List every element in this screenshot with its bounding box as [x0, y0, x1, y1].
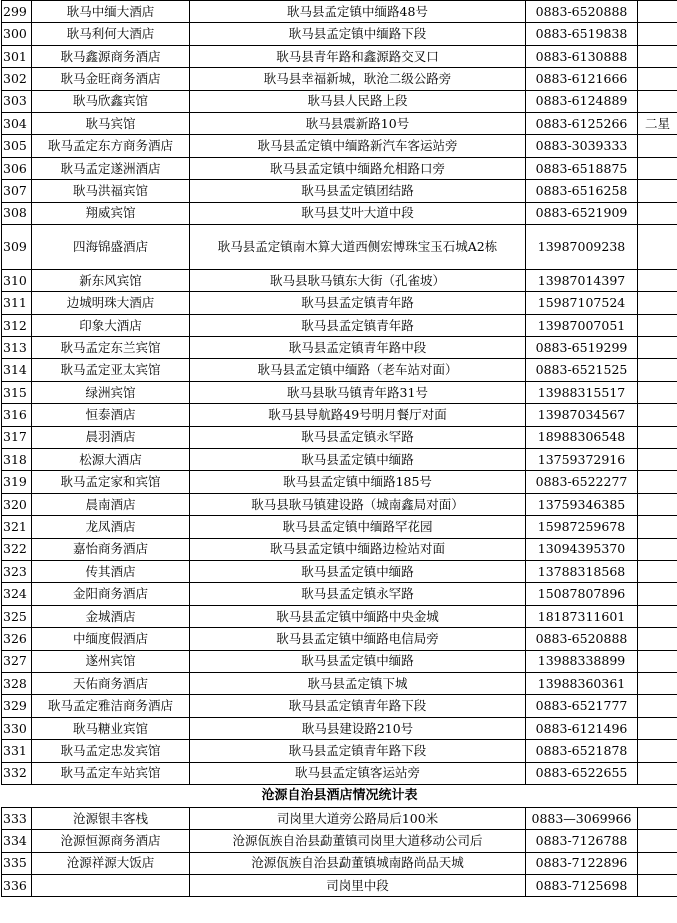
row-number: 335: [2, 852, 32, 874]
table-row: [2, 112, 677, 134]
hotel-star-rating: [638, 68, 677, 90]
table-row: [2, 90, 677, 112]
hotel-star-rating: [638, 359, 677, 381]
hotel-address: 耿马县孟定镇永罕路: [190, 426, 526, 448]
row-number: 315: [2, 381, 32, 403]
hotel-name: 绿洲宾馆: [32, 381, 190, 403]
row-number: 309: [2, 224, 32, 269]
hotel-address: 耿马县孟定镇中缅路新汽车客运站旁: [190, 135, 526, 157]
hotel-phone: 0883-6522277: [526, 471, 638, 493]
row-number: 300: [2, 23, 32, 45]
row-number: 303: [2, 90, 32, 112]
hotel-phone: 13094395370: [526, 538, 638, 560]
hotel-phone: 13988315517: [526, 381, 638, 403]
hotel-address: 耿马县青年路和鑫源路交叉口: [190, 45, 526, 67]
table-row: [2, 560, 677, 582]
hotel-phone: 0883-6522655: [526, 762, 638, 784]
hotel-phone: 15987259678: [526, 516, 638, 538]
hotel-name: 耿马孟定东方商务酒店: [32, 135, 190, 157]
table-row: [2, 650, 677, 672]
row-number: 299: [2, 1, 32, 23]
hotel-address: 耿马县孟定镇下城: [190, 672, 526, 694]
row-number: 326: [2, 628, 32, 650]
hotel-name: 沧源银丰客栈: [32, 807, 190, 829]
hotel-name: 耿马孟定车站宾馆: [32, 762, 190, 784]
hotel-name: 龙凤酒店: [32, 516, 190, 538]
hotel-phone: 0883-7122896: [526, 852, 638, 874]
hotel-star-rating: [638, 493, 677, 515]
table-row: [2, 224, 677, 269]
hotel-phone: 0883-6130888: [526, 45, 638, 67]
hotel-star-rating: [638, 135, 677, 157]
hotel-address: 沧源佤族自治县勐董镇城南路尚品天城: [190, 852, 526, 874]
hotel-star-rating: [638, 650, 677, 672]
hotel-star-rating: [638, 516, 677, 538]
hotel-address: 耿马县孟定镇青年路: [190, 292, 526, 314]
row-number: 336: [2, 875, 32, 897]
hotel-address: 耿马县导航路49号明月餐厅对面: [190, 404, 526, 426]
table-row: [2, 717, 677, 739]
hotel-star-rating: [638, 202, 677, 224]
hotel-star-rating: [638, 672, 677, 694]
table-row: [2, 337, 677, 359]
hotel-name: 四海锦盛酒店: [32, 224, 190, 269]
hotel-table-body-cangyuan: [2, 807, 677, 897]
table-row: [2, 471, 677, 493]
hotel-star-rating: [638, 583, 677, 605]
hotel-name: 沧源祥源大饭店: [32, 852, 190, 874]
hotel-name: 传其酒店: [32, 560, 190, 582]
row-number: 332: [2, 762, 32, 784]
hotel-address: 司岗里大道旁公路局后100米: [190, 807, 526, 829]
hotel-phone: 0883-6121666: [526, 68, 638, 90]
hotel-phone: 0883-6521878: [526, 740, 638, 762]
hotel-name: 耿马孟定家和宾馆: [32, 471, 190, 493]
table-row: [2, 426, 677, 448]
hotel-name: 新东风宾馆: [32, 269, 190, 291]
row-number: 304: [2, 112, 32, 134]
hotel-address: 耿马县建设路210号: [190, 717, 526, 739]
row-number: 323: [2, 560, 32, 582]
hotel-star-rating: [638, 314, 677, 336]
row-number: 312: [2, 314, 32, 336]
hotel-phone: 18187311601: [526, 605, 638, 627]
table-row: [2, 538, 677, 560]
row-number: 333: [2, 807, 32, 829]
hotel-star-rating: [638, 695, 677, 717]
hotel-address: 耿马县孟定镇青年路下段: [190, 695, 526, 717]
table-row: [2, 583, 677, 605]
hotel-star-rating: [638, 381, 677, 403]
hotel-phone: 15987107524: [526, 292, 638, 314]
table-row: [2, 157, 677, 179]
hotel-phone: 0883-6516258: [526, 180, 638, 202]
hotel-address: 耿马县孟定镇中缅路: [190, 650, 526, 672]
table-row: [2, 135, 677, 157]
hotel-name: 耿马鑫源商务酒店: [32, 45, 190, 67]
hotel-name: 耿马孟定亚太宾馆: [32, 359, 190, 381]
table-row: [2, 45, 677, 67]
hotel-star-rating: 二星: [638, 112, 677, 134]
hotel-star-rating: [638, 45, 677, 67]
table-row: [2, 449, 677, 471]
hotel-phone: 13759372916: [526, 449, 638, 471]
table-row: [2, 359, 677, 381]
hotel-phone: 0883-6519838: [526, 23, 638, 45]
row-number: 322: [2, 538, 32, 560]
table-row: [2, 269, 677, 291]
hotel-name: [32, 875, 190, 897]
row-number: 325: [2, 605, 32, 627]
hotel-name: 翔威宾馆: [32, 202, 190, 224]
hotel-phone: 0883-6518875: [526, 157, 638, 179]
hotel-name: 天佑商务酒店: [32, 672, 190, 694]
hotel-phone: 0883-6520888: [526, 1, 638, 23]
table-row: [2, 493, 677, 515]
hotel-phone: 0883-6521525: [526, 359, 638, 381]
row-number: 317: [2, 426, 32, 448]
hotel-star-rating: [638, 628, 677, 650]
table-row: [2, 381, 677, 403]
table-row: [2, 852, 677, 874]
hotel-star-rating: [638, 90, 677, 112]
hotel-address: 耿马县震新路10号: [190, 112, 526, 134]
table-row: [2, 1, 677, 23]
hotel-star-rating: [638, 717, 677, 739]
hotel-phone: 13987009238: [526, 224, 638, 269]
hotel-address: 耿马县孟定镇中缅路罕花园: [190, 516, 526, 538]
table-row: [2, 516, 677, 538]
table-row: [2, 672, 677, 694]
hotel-address: 耿马县艾叶大道中段: [190, 202, 526, 224]
hotel-phone: 13987014397: [526, 269, 638, 291]
hotel-star-rating: [638, 762, 677, 784]
hotel-address: 耿马县孟定镇中缅路下段: [190, 23, 526, 45]
hotel-phone: 0883-6521777: [526, 695, 638, 717]
hotel-address: 耿马县孟定镇中缅路（老车站对面）: [190, 359, 526, 381]
hotel-phone: 0883-3039333: [526, 135, 638, 157]
hotel-star-rating: [638, 449, 677, 471]
row-number: 334: [2, 830, 32, 852]
hotel-name: 耿马金旺商务酒店: [32, 68, 190, 90]
hotel-star-rating: [638, 157, 677, 179]
row-number: 330: [2, 717, 32, 739]
hotel-name: 耿马洪福宾馆: [32, 180, 190, 202]
hotel-star-rating: [638, 224, 677, 269]
hotel-address: 耿马县孟定镇中缅路48号: [190, 1, 526, 23]
table-row: [2, 628, 677, 650]
hotel-name: 恒泰酒店: [32, 404, 190, 426]
hotel-name: 边城明珠大酒店: [32, 292, 190, 314]
hotel-name: 遂州宾馆: [32, 650, 190, 672]
hotel-table: [1, 0, 677, 897]
hotel-name: 耿马孟定东兰宾馆: [32, 337, 190, 359]
row-number: 310: [2, 269, 32, 291]
row-number: 308: [2, 202, 32, 224]
row-number: 305: [2, 135, 32, 157]
table-row: [2, 695, 677, 717]
hotel-address: 耿马县孟定镇青年路下段: [190, 740, 526, 762]
hotel-address: 耿马县孟定镇中缅路电信局旁: [190, 628, 526, 650]
section-header: [2, 784, 677, 807]
hotel-star-rating: [638, 404, 677, 426]
hotel-address: 耿马县孟定镇中缅路中央金城: [190, 605, 526, 627]
hotel-phone: 13759346385: [526, 493, 638, 515]
hotel-phone: 0883-6521909: [526, 202, 638, 224]
hotel-star-rating: [638, 538, 677, 560]
table-row: [2, 605, 677, 627]
table-row: [2, 830, 677, 852]
section-title-row: [2, 784, 677, 807]
hotel-phone: 0883-6121496: [526, 717, 638, 739]
row-number: 316: [2, 404, 32, 426]
row-number: 328: [2, 672, 32, 694]
hotel-phone: 0883—3069966: [526, 807, 638, 829]
hotel-star-rating: [638, 180, 677, 202]
row-number: 321: [2, 516, 32, 538]
row-number: 320: [2, 493, 32, 515]
hotel-name: 耿马孟定雅洁商务酒店: [32, 695, 190, 717]
hotel-name: 耿马孟定忠发宾馆: [32, 740, 190, 762]
hotel-name: 金城酒店: [32, 605, 190, 627]
hotel-address: 耿马县孟定镇团结路: [190, 180, 526, 202]
hotel-name: 耿马孟定遂洲酒店: [32, 157, 190, 179]
hotel-address: 耿马县孟定镇青年路: [190, 314, 526, 336]
hotel-phone: 13988338899: [526, 650, 638, 672]
hotel-star-rating: [638, 292, 677, 314]
hotel-phone: 0883-6520888: [526, 628, 638, 650]
hotel-phone: 0883-7125698: [526, 875, 638, 897]
row-number: 306: [2, 157, 32, 179]
hotel-star-rating: [638, 740, 677, 762]
hotel-address: 耿马县孟定镇中缅路允相路口旁: [190, 157, 526, 179]
hotel-star-rating: [638, 852, 677, 874]
hotel-name: 沧源恒源商务酒店: [32, 830, 190, 852]
hotel-phone: 13988360361: [526, 672, 638, 694]
hotel-phone: 18988306548: [526, 426, 638, 448]
hotel-name: 耿马糖业宾馆: [32, 717, 190, 739]
hotel-phone: 13788318568: [526, 560, 638, 582]
hotel-name: 晨南酒店: [32, 493, 190, 515]
hotel-address: 耿马县耿马镇青年路31号: [190, 381, 526, 403]
row-number: 313: [2, 337, 32, 359]
table-row: [2, 807, 677, 829]
hotel-name: 晨羽酒店: [32, 426, 190, 448]
hotel-address: 耿马县幸福新城，耿沧二级公路旁: [190, 68, 526, 90]
hotel-star-rating: [638, 807, 677, 829]
hotel-star-rating: [638, 23, 677, 45]
table-row: [2, 23, 677, 45]
hotel-name: 金阳商务酒店: [32, 583, 190, 605]
row-number: 331: [2, 740, 32, 762]
hotel-phone: 13987007051: [526, 314, 638, 336]
hotel-star-rating: [638, 1, 677, 23]
row-number: 307: [2, 180, 32, 202]
table-row: [2, 180, 677, 202]
hotel-address: 耿马县耿马镇建设路（城南鑫局对面）: [190, 493, 526, 515]
table-row: [2, 875, 677, 897]
row-number: 327: [2, 650, 32, 672]
hotel-address: 耿马县孟定镇中缅路185号: [190, 471, 526, 493]
hotel-name: 松源大酒店: [32, 449, 190, 471]
hotel-name: 耿马中缅大酒店: [32, 1, 190, 23]
hotel-address: 耿马县孟定镇南木算大道西侧宏博珠宝玉石城A2栋: [190, 224, 526, 269]
row-number: 301: [2, 45, 32, 67]
hotel-phone: 0883-6124889: [526, 90, 638, 112]
row-number: 329: [2, 695, 32, 717]
hotel-address: 耿马县人民路上段: [190, 90, 526, 112]
hotel-name: 耿马利何大酒店: [32, 23, 190, 45]
row-number: 318: [2, 449, 32, 471]
hotel-address: 耿马县孟定镇客运站旁: [190, 762, 526, 784]
section-title: 沧源自治县酒店情况统计表: [261, 787, 418, 803]
hotel-address: 耿马县孟定镇中缅路: [190, 449, 526, 471]
hotel-star-rating: [638, 426, 677, 448]
row-number: 302: [2, 68, 32, 90]
table-row: [2, 292, 677, 314]
hotel-phone: 0883-6519299: [526, 337, 638, 359]
hotel-address: 耿马县孟定镇中缅路: [190, 560, 526, 582]
hotel-name: 耿马欣鑫宾馆: [32, 90, 190, 112]
hotel-phone: 0883-6125266: [526, 112, 638, 134]
table-row: [2, 68, 677, 90]
hotel-star-rating: [638, 605, 677, 627]
hotel-address: 耿马县耿马镇东大街（孔雀坡）: [190, 269, 526, 291]
hotel-name: 印象大酒店: [32, 314, 190, 336]
hotel-star-rating: [638, 337, 677, 359]
hotel-star-rating: [638, 830, 677, 852]
hotel-phone: 15087807896: [526, 583, 638, 605]
hotel-name: 耿马宾馆: [32, 112, 190, 134]
hotel-address: 耿马县孟定镇永罕路: [190, 583, 526, 605]
hotel-table-body-gengma: [2, 1, 677, 785]
table-row: [2, 202, 677, 224]
table-row: [2, 314, 677, 336]
hotel-star-rating: [638, 560, 677, 582]
hotel-star-rating: [638, 471, 677, 493]
hotel-name: 嘉怡商务酒店: [32, 538, 190, 560]
table-row: [2, 740, 677, 762]
hotel-name: 中缅度假酒店: [32, 628, 190, 650]
hotel-star-rating: [638, 875, 677, 897]
hotel-phone: 13987034567: [526, 404, 638, 426]
hotel-address: 沧源佤族自治县勐董镇司岗里大道移动公司后: [190, 830, 526, 852]
row-number: 324: [2, 583, 32, 605]
row-number: 319: [2, 471, 32, 493]
row-number: 314: [2, 359, 32, 381]
hotel-address: 耿马县孟定镇中缅路边检站对面: [190, 538, 526, 560]
row-number: 311: [2, 292, 32, 314]
hotel-address: 耿马县孟定镇青年路中段: [190, 337, 526, 359]
table-row: [2, 404, 677, 426]
table-row: [2, 762, 677, 784]
hotel-phone: 0883-7126788: [526, 830, 638, 852]
hotel-address: 司岗里中段: [190, 875, 526, 897]
hotel-star-rating: [638, 269, 677, 291]
